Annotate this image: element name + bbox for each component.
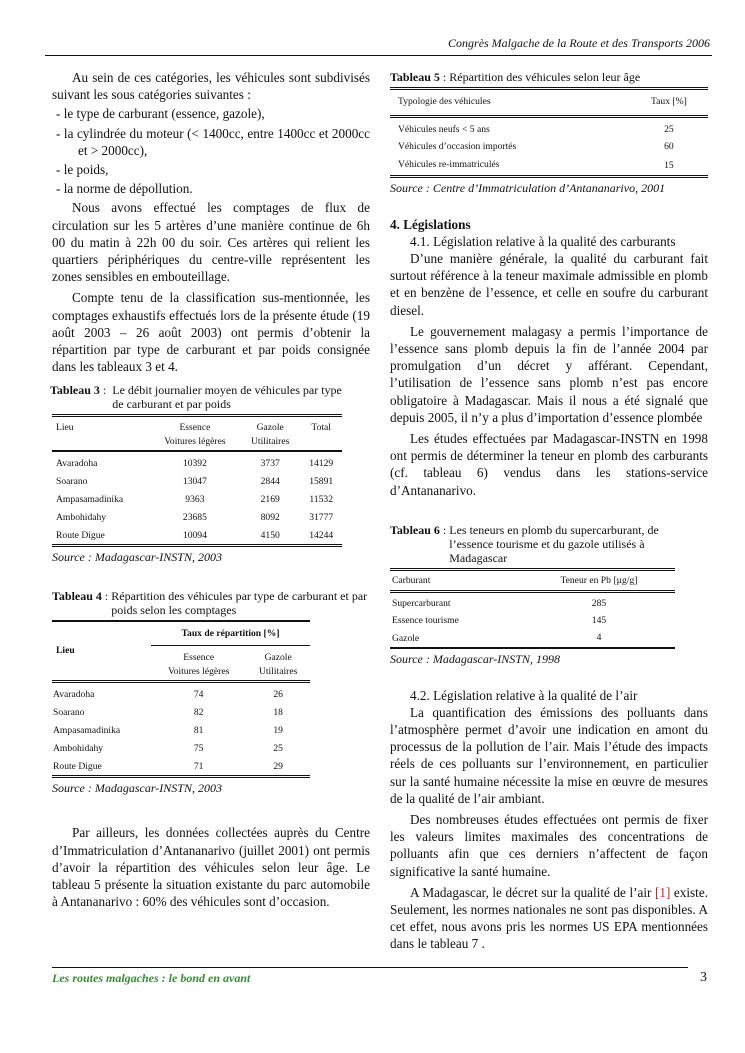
paragraph-gouvernement: Le gouvernement malagasy a permis l’importance de l’essence sans plomb depuis la fin de l’année 2004 par promulgation d’un décret y afférant. Cependant, l’utilisation de l’essence sans plomb n’est pas encore obligatoire à Madagascar. Mais il nous a été signalé que depuis 2005, il n’y a plus d’importation d’essence plombée (390, 323, 708, 425)
cell-teneur: 145 (591, 614, 607, 626)
cell-lieu: Ampasamadinika (53, 725, 121, 737)
paragraph-qualite: D’une manière générale, la qualité du carburant fait surtout référence à la teneur maximale admissible en plomb et en benzène de l’essence, et celle en soufre du carburant diesel. (390, 251, 708, 318)
table5-caption-text: Répartition des véhicules selon leur âge (449, 70, 641, 84)
cell-gazole: 2844 (260, 476, 280, 488)
header-line: Utilitaires (251, 436, 290, 448)
table6-caption-text: Les teneurs en plomb du supercarburant, de l’essence tourisme et du gazole utilisés à Madagascar (449, 522, 659, 565)
cell-lieu: Ambohidahy (56, 512, 107, 524)
table5-header-taux: Taux [%] (650, 96, 687, 107)
bullet-item: - le type de carburant (essence, gazole), (56, 106, 265, 122)
cell-lieu: Route Digue (53, 761, 102, 773)
table5-label: Tableau 5 (390, 70, 440, 84)
cell-gazole: 2169 (260, 494, 280, 506)
table3 (52, 414, 342, 547)
table3-label: Tableau 3 (50, 383, 100, 398)
table-row (52, 508, 342, 526)
cell-lieu: Ambohidahy (53, 743, 104, 755)
cell-taux: 15 (664, 159, 674, 171)
footer-title: Les routes malgaches : le bond en avant (52, 971, 251, 985)
table-row (390, 117, 708, 139)
table-row (52, 721, 310, 739)
cell-total: 14244 (309, 530, 334, 542)
table6-header-carburant: Carburant (392, 574, 431, 586)
paragraph-decret-text: A Madagascar, le décret sur la qualité de l’air (410, 884, 655, 900)
cell-typologie: Véhicules d’occasion importés (398, 141, 517, 152)
header-line: Essence (179, 422, 211, 434)
table3-header-total: Total (311, 422, 331, 434)
cell-total: 15891 (309, 476, 334, 488)
table3-caption-text: Le débit journalier moyen de véhicules par type de carburant et par poids (112, 383, 342, 412)
table6-source: Source : Madagascar-INSTN, 1998 (390, 651, 560, 666)
table6-caption (390, 523, 675, 565)
cell-essence: 10392 (182, 458, 207, 470)
table-row (390, 612, 675, 630)
table3-separator: : (99, 383, 113, 398)
table6-block (390, 523, 675, 667)
cell-taux: 25 (664, 124, 674, 135)
table4-header-gazole (246, 646, 310, 682)
footer-rule (52, 967, 688, 968)
cell-essence: 82 (193, 707, 204, 719)
paragraph-decret-text: existe. Seulement, les normes nationales ne sont pas disponibles. A cet effet, nous avons pris les normes US EPA mentionnées dans le tableau 7 . (390, 884, 708, 952)
cell-teneur: 285 (591, 597, 607, 609)
table6-label: Tableau 6 (390, 522, 440, 537)
table5 (390, 87, 708, 178)
cell-essence: 10094 (182, 530, 207, 542)
cell-essence: 75 (193, 743, 204, 755)
cell-lieu: Ampasamadinika (56, 494, 124, 506)
cell-carburant: Supercarburant (392, 597, 451, 609)
table3-caption (50, 383, 342, 411)
cell-carburant: Gazole (392, 632, 420, 644)
table5-source: Source : Centre d’Immatriculation d’Antananarivo, 2001 (390, 181, 666, 195)
section-heading-legislations: 4. Législations (390, 217, 471, 232)
table-row (52, 703, 310, 721)
table-row (390, 156, 708, 177)
cell-lieu: Route Digue (56, 530, 105, 542)
table5-header-row (390, 89, 708, 117)
table-row (52, 490, 342, 508)
table5-header-typologie: Typologie des véhicules (398, 96, 491, 107)
header-line: Gazole (264, 652, 292, 664)
page-number: 3 (700, 970, 707, 985)
left-column (52, 69, 370, 910)
table4-source: Source : Madagascar-INSTN, 2003 (52, 781, 222, 796)
table3-block (52, 383, 342, 565)
table5-block (390, 70, 708, 196)
table-row (52, 451, 342, 472)
cell-typologie: Véhicules neufs < 5 ans (398, 124, 490, 135)
cell-essence: 9363 (185, 494, 205, 506)
table-row (390, 591, 675, 612)
cell-carburant: Essence tourisme (392, 614, 459, 626)
cell-taux: 60 (664, 141, 674, 152)
cell-lieu: Soarano (56, 476, 88, 488)
cell-essence: 23685 (182, 512, 207, 524)
table4-header-group: Taux de répartition [%] (151, 621, 310, 646)
paragraph-quantification: La quantification des émissions des polluants dans l’atmosphère permet d’avoir une indication en amont du processus de la pollution de l’air. Mais l’étude des impacts réels de ces polluants sur l’environnement, en particulier sur la santé humaine nécessite la mise en œuvre de mesures de la qualité de l’air ambiant. (390, 704, 708, 806)
cell-gazole: 4150 (260, 530, 280, 542)
table-row (52, 757, 310, 777)
table6-separator: : (439, 522, 450, 537)
table5-separator: : (439, 70, 450, 84)
header-line: Essence (183, 652, 215, 664)
table6-header-row (390, 569, 675, 591)
cell-gazole: 3737 (260, 458, 280, 470)
paragraph-nombreuses: Des nombreuses études effectuées ont permis de fixer les valeurs limites maximales des concentrations de polluants afin que ces derniers n’affectent de façon significative la santé humaine. (390, 812, 708, 879)
header-line: Utilitaires (258, 666, 298, 678)
table-row (52, 526, 342, 546)
header-rule (45, 55, 712, 56)
cell-essence: 81 (193, 725, 204, 737)
table6-header-teneur: Teneur en Pb [µg/g] (560, 574, 638, 586)
cell-lieu: Avaradoha (56, 458, 98, 470)
table3-header-gazole (240, 416, 300, 452)
table4-caption-text: Répartition des véhicules par type de carburant et par poids selon les comptages (111, 589, 368, 618)
paragraph-comptages: Nous avons effectué les comptages de flux de circulation sur les 5 artères d’une manière continue de 6h 00 du matin à 22h 00 du soir. Ces artères qui relient les quartiers périphériques du centre-ville représentent les zones sensibles en embouteillage. (52, 200, 370, 285)
subsection-heading-air: 4.2. Législation relative à la qualité de l’air (410, 687, 638, 703)
right-column (390, 70, 708, 953)
cell-gazole: 26 (273, 689, 283, 701)
table-row (390, 630, 675, 648)
table3-source: Source : Madagascar-INSTN, 2003 (52, 550, 222, 565)
table3-header-essence (150, 416, 240, 452)
table4-header-essence (151, 646, 246, 682)
table5-caption (390, 70, 708, 84)
cell-gazole: 19 (273, 725, 283, 737)
running-header-title: Congrès Malgache de la Route et des Transports 2006 (448, 36, 710, 50)
table4-group-header-row (52, 621, 310, 646)
cell-typologie: Véhicules re-immatriculés (398, 159, 500, 170)
table-row (52, 472, 342, 490)
paragraph-decret (390, 884, 708, 953)
cell-lieu: Avaradoha (53, 689, 95, 701)
cell-gazole: 18 (273, 707, 283, 719)
table-row (390, 138, 708, 156)
table4-separator: : (101, 589, 112, 604)
cell-gazole: 25 (273, 743, 283, 755)
table-row (52, 739, 310, 757)
header-line: Voitures légères (167, 666, 230, 678)
cell-total: 31777 (309, 512, 334, 524)
table4 (52, 620, 310, 778)
cell-essence: 74 (193, 689, 204, 701)
table4-block (52, 589, 372, 796)
cell-total: 14129 (309, 458, 334, 470)
paragraph-immatriculation: Par ailleurs, les données collectées auprès du Centre d’Immatriculation d’Antananarivo (juillet 2001) ont permis d’avoir la répartition des véhicules selon leur âge. Le tableau 5 présente la situation existante du parc automobile à Antananarivo : 60% des véhicules sont d’occasion. (52, 825, 370, 910)
bullet-item: - la norme de dépollution. (56, 181, 193, 197)
table3-header-lieu: Lieu (56, 422, 74, 434)
cell-total: 11532 (309, 494, 333, 506)
table4-caption (52, 589, 372, 617)
cell-essence: 71 (193, 761, 204, 773)
cell-gazole: 29 (273, 761, 283, 773)
intro-paragraph: Au sein de ces catégories, les véhicules sont subdivisés suivant les sous catégories suivantes : (52, 70, 370, 103)
header-line: Voitures légères (164, 436, 226, 448)
table4-header-lieu: Lieu (56, 645, 75, 657)
table6 (390, 568, 675, 649)
subsection-heading-carburants: 4.1. Législation relative à la qualité des carburants (410, 234, 676, 249)
paragraph-etudes: Les études effectuées par Madagascar-INSTN en 1998 ont permis de déterminer la teneur en plomb des carburants (cf. tableau 6) vendus dans les stations-service d’Antananarivo. (390, 431, 708, 498)
bullet-item: - le poids, (56, 162, 109, 178)
bullet-item: - la cylindrée du moteur (< 1400cc, entre 1400cc et 2000cc et > 2000cc), (56, 125, 370, 158)
table4-label: Tableau 4 (52, 589, 102, 604)
header-line: Gazole (256, 422, 284, 434)
cell-essence: 13047 (182, 476, 207, 488)
table-row (52, 682, 310, 704)
cell-gazole: 8092 (260, 512, 280, 524)
cell-lieu: Soarano (53, 707, 85, 719)
citation-link[interactable]: [1] (654, 884, 671, 900)
cell-teneur: 4 (596, 632, 602, 644)
table3-header-row (52, 416, 342, 452)
paragraph-classification: Compte tenu de la classification sus-mentionnée, les comptages exhaustifs effectués lors de la présente étude (19 août 2003 – 26 août 2003) ont permis d’obtenir la répartition par type de carburant et par poids consignée dans les tableaux 3 et 4. (52, 290, 370, 375)
